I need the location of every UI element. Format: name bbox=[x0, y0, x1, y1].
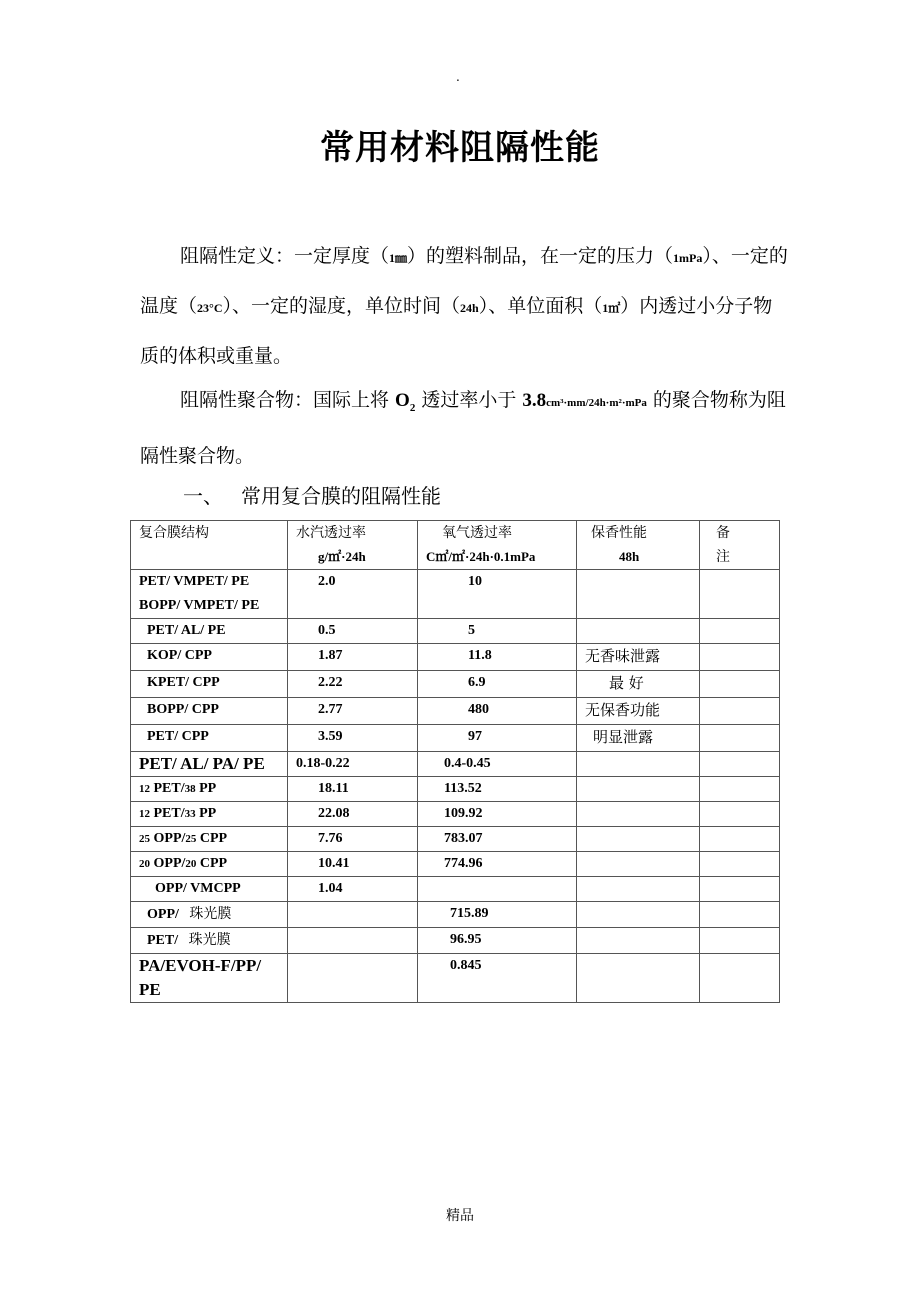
cell-oxygen: 97 bbox=[418, 725, 577, 752]
table-row bbox=[131, 928, 780, 954]
cell-aroma bbox=[577, 570, 700, 619]
cell-structure: KOP/ CPP bbox=[131, 644, 288, 671]
cell-water: 18.11 bbox=[288, 777, 418, 802]
cell-water: 0.5 bbox=[288, 619, 418, 644]
cell-structure: 12 PET/33 PP bbox=[131, 802, 288, 827]
cell-aroma bbox=[577, 852, 700, 877]
definition-paragraph: 阻隔性定义：一定厚度（1㎜）的塑料制品，在一定的压力（1mPa）、一定的温度（23°C）、一定的湿度，单位时间（24h）、单位面积（1㎡）内透过小分子物质的体积或重量。 bbox=[140, 245, 788, 367]
cell-oxygen: 774.96 bbox=[418, 852, 577, 877]
cell-aroma: 无香味泄露 bbox=[577, 644, 700, 671]
cell-water: 2.0 bbox=[288, 570, 418, 619]
cell-structure: BOPP/ CPP bbox=[131, 698, 288, 725]
cell-water: 10.41 bbox=[288, 852, 418, 877]
cell-water: 2.22 bbox=[288, 671, 418, 698]
cell-oxygen: 0.4-0.45 bbox=[418, 752, 577, 777]
table-row bbox=[131, 902, 780, 928]
cell-water: 1.87 bbox=[288, 644, 418, 671]
cell-oxygen: 480 bbox=[418, 698, 577, 725]
table-row bbox=[131, 570, 780, 619]
cell-structure: PA/EVOH-F/PP/ PE bbox=[131, 954, 288, 1003]
table-row bbox=[131, 802, 780, 827]
cell-notes bbox=[700, 752, 780, 777]
cell-oxygen: 96.95 bbox=[418, 928, 577, 954]
header-aroma: 保香性能 48h bbox=[577, 521, 700, 570]
cell-structure: PET/ AL/ PA/ PE bbox=[131, 752, 288, 777]
cell-notes bbox=[700, 725, 780, 752]
cell-notes bbox=[700, 777, 780, 802]
cell-oxygen: 113.52 bbox=[418, 777, 577, 802]
header-structure: 复合膜结构 bbox=[131, 521, 288, 570]
cell-aroma bbox=[577, 777, 700, 802]
cell-structure: PET/ CPP bbox=[131, 725, 288, 752]
cell-notes bbox=[700, 852, 780, 877]
table-row bbox=[131, 644, 780, 671]
table-row bbox=[131, 725, 780, 752]
barrier-polymer-paragraph: 阻隔性聚合物：国际上将 $O_2$ 透过率小于 3.8cm³·mm/24h·m²·mPa 的聚合物称为阻隔性聚合物。 bbox=[140, 389, 786, 467]
cell-structure: KPET/ CPP bbox=[131, 671, 288, 698]
cell-notes bbox=[700, 570, 780, 619]
cell-structure: PET/ 珠光膜 bbox=[131, 928, 288, 954]
cell-structure: OPP/ VMCPP bbox=[131, 877, 288, 902]
cell-water: 0.18-0.22 bbox=[288, 752, 418, 777]
table-row bbox=[131, 852, 780, 877]
header-notes: 备 注 bbox=[700, 521, 780, 570]
cell-water: 22.08 bbox=[288, 802, 418, 827]
cell-oxygen: 783.07 bbox=[418, 827, 577, 852]
cell-oxygen: 6.9 bbox=[418, 671, 577, 698]
page-title: 常用材料阻隔性能 bbox=[320, 128, 600, 168]
table-row bbox=[131, 619, 780, 644]
cell-aroma bbox=[577, 877, 700, 902]
table-row bbox=[131, 671, 780, 698]
cell-water: 3.59 bbox=[288, 725, 418, 752]
table-row bbox=[131, 877, 780, 902]
barrier-table bbox=[130, 520, 780, 1003]
cell-aroma bbox=[577, 954, 700, 1003]
table-header bbox=[131, 521, 780, 570]
section-heading: 一、 常用复合膜的阻隔性能 bbox=[183, 484, 441, 508]
cell-aroma bbox=[577, 802, 700, 827]
cell-aroma bbox=[577, 827, 700, 852]
cell-structure: OPP/ 珠光膜 bbox=[131, 902, 288, 928]
cell-aroma bbox=[577, 902, 700, 928]
cell-oxygen bbox=[418, 877, 577, 902]
cell-aroma bbox=[577, 752, 700, 777]
cell-structure: 25 OPP/25 CPP bbox=[131, 827, 288, 852]
cell-water bbox=[288, 902, 418, 928]
header-water: 水汽透过率 g/㎡·24h bbox=[288, 521, 418, 570]
cell-aroma: 明显泄露 bbox=[577, 725, 700, 752]
cell-oxygen: 11.8 bbox=[418, 644, 577, 671]
cell-water: 7.76 bbox=[288, 827, 418, 852]
cell-oxygen: 5 bbox=[418, 619, 577, 644]
cell-notes bbox=[700, 802, 780, 827]
cell-oxygen: 10 bbox=[418, 570, 577, 619]
header-oxygen: 氧气透过率 C㎡/㎡·24h·0.1mPa bbox=[418, 521, 577, 570]
cell-aroma bbox=[577, 619, 700, 644]
cell-structure: PET/ VMPET/ PE BOPP/ VMPET/ PE bbox=[131, 570, 288, 619]
cell-notes bbox=[700, 644, 780, 671]
cell-water bbox=[288, 954, 418, 1003]
table-row bbox=[131, 777, 780, 802]
cell-notes bbox=[700, 954, 780, 1003]
cell-notes bbox=[700, 619, 780, 644]
cell-notes bbox=[700, 877, 780, 902]
cell-water bbox=[288, 928, 418, 954]
table-row bbox=[131, 954, 780, 1003]
table-row bbox=[131, 698, 780, 725]
cell-aroma: 无保香功能 bbox=[577, 698, 700, 725]
top-dot: . bbox=[456, 70, 460, 84]
cell-oxygen: 715.89 bbox=[418, 902, 577, 928]
cell-notes bbox=[700, 671, 780, 698]
cell-structure: 12 PET/38 PP bbox=[131, 777, 288, 802]
table-row bbox=[131, 752, 780, 777]
cell-notes bbox=[700, 902, 780, 928]
cell-aroma bbox=[577, 928, 700, 954]
cell-notes bbox=[700, 928, 780, 954]
footer: 精品 bbox=[446, 1208, 474, 1224]
cell-structure: 20 OPP/20 CPP bbox=[131, 852, 288, 877]
cell-oxygen: 0.845 bbox=[418, 954, 577, 1003]
cell-notes bbox=[700, 698, 780, 725]
cell-water: 1.04 bbox=[288, 877, 418, 902]
cell-structure: PET/ AL/ PE bbox=[131, 619, 288, 644]
cell-notes bbox=[700, 827, 780, 852]
cell-water: 2.77 bbox=[288, 698, 418, 725]
cell-aroma: 最 好 bbox=[577, 671, 700, 698]
table-row bbox=[131, 827, 780, 852]
cell-oxygen: 109.92 bbox=[418, 802, 577, 827]
